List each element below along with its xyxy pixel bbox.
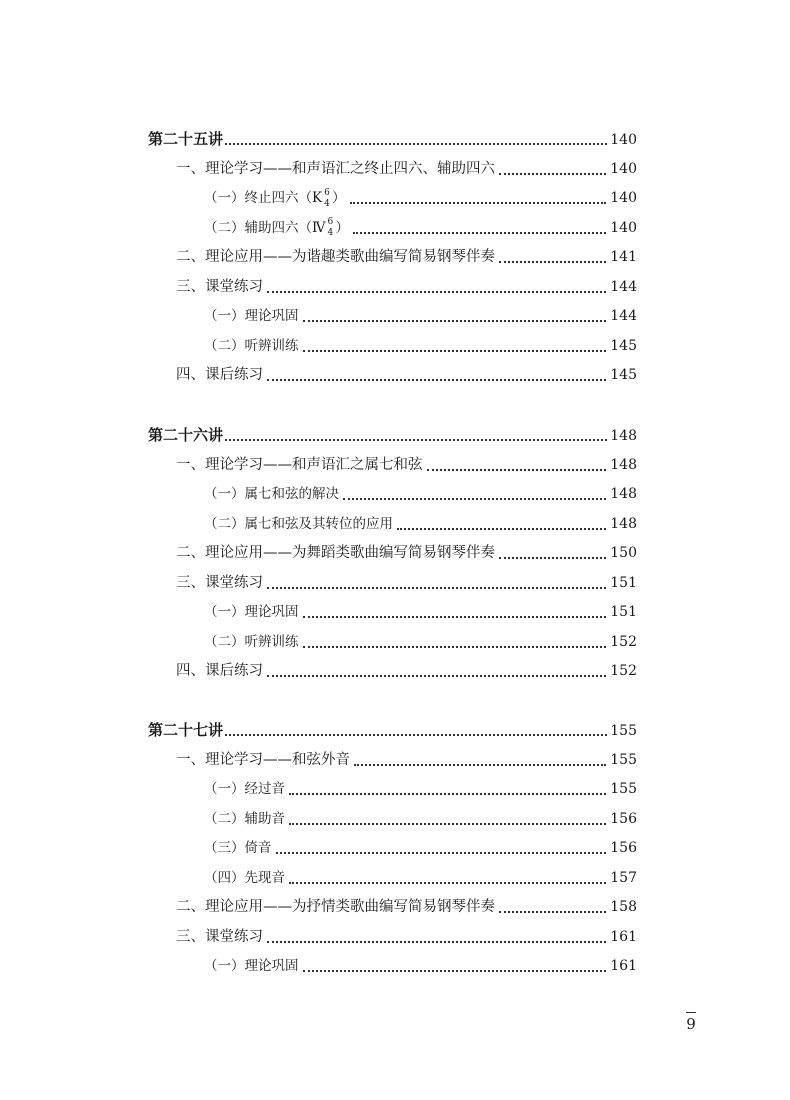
toc-subsection-row-title (204, 955, 299, 977)
toc-subsection-row[interactable] (204, 305, 637, 327)
toc-subsection-row-page: 148 (610, 486, 637, 502)
dot-leader (267, 291, 606, 293)
dot-leader (225, 734, 607, 736)
toc-section-row-title: 一、理论学习——和声语汇之终止四六、辅助四六 (176, 160, 495, 177)
dot-leader (225, 439, 607, 441)
toc-subsection-row-label-end: ） (335, 219, 349, 236)
dot-leader (343, 498, 606, 500)
toc-section-row-title: 二、理论应用——为谐趣类歌曲编写简易钢琴伴奏 (176, 249, 495, 265)
toc-section-row-page: 151 (610, 574, 637, 591)
dot-leader (353, 232, 606, 234)
toc-subsection-row-label: （二）听辨训练 (204, 337, 299, 354)
toc-subsection-row-page: 148 (610, 515, 637, 532)
toc-section-row[interactable] (176, 896, 637, 918)
toc-subsection-row-title (204, 631, 299, 653)
toc-section-row-title: 二、理论应用——为舞蹈类歌曲编写简易钢琴伴奏 (176, 545, 495, 561)
page-number (684, 1012, 698, 1033)
toc-subsection-row-label: （二）属七和弦及其转位的应用 (204, 515, 393, 532)
toc-subsection-row-label: （二）辅助音 (204, 810, 285, 827)
dot-leader (427, 469, 607, 471)
toc-subsection-row[interactable] (204, 483, 637, 505)
toc-subsection-row-page: 140 (610, 219, 637, 236)
chord-figure-lower: 4 (327, 228, 334, 238)
toc-lecture-row[interactable] (148, 719, 637, 741)
dot-leader (289, 793, 606, 795)
toc-subsection-row-page: 156 (610, 840, 637, 856)
toc-subsection-row-label: （一）理论巩固 (204, 958, 299, 974)
toc-subsection-row-label: （二）辅助四六（Ⅳ (204, 219, 326, 236)
toc-subsection-row-label: （一）理论巩固 (204, 604, 299, 620)
dot-leader (397, 528, 606, 530)
toc-subsection-row-label: （一）经过音 (204, 781, 285, 797)
toc-section-row-page: 145 (610, 367, 637, 383)
toc-subsection-row[interactable] (204, 837, 637, 859)
toc-subsection-row[interactable] (204, 513, 637, 535)
toc-section-row-page: 148 (610, 456, 637, 473)
toc-subsection-row-title (204, 335, 299, 357)
toc-subsection-row-title (204, 483, 339, 505)
dot-leader (303, 320, 607, 322)
dot-leader (267, 587, 606, 589)
toc-subsection-row[interactable] (204, 808, 637, 830)
chord-figure-lower: 4 (324, 198, 330, 209)
toc-subsection-row-label: （一）属七和弦的解决 (204, 486, 339, 502)
chord-figure-upper: 6 (324, 187, 330, 198)
chord-figure (323, 189, 331, 209)
dot-leader (289, 882, 606, 884)
toc-lecture-row-title: 第二十七讲 (148, 721, 224, 739)
dot-leader (499, 557, 606, 559)
toc-subsection-row-title (204, 217, 349, 239)
dot-leader (267, 379, 606, 381)
toc-subsection-row-page: 151 (610, 604, 637, 620)
toc-lecture-row-page: 140 (610, 132, 637, 148)
toc-subsection-row-label: （四）先现音 (204, 869, 285, 886)
dot-leader (225, 143, 607, 145)
dot-leader (276, 852, 607, 854)
dot-leader (499, 911, 606, 913)
toc-subsection-row-page: 161 (610, 958, 637, 974)
page-number-text: 9 (686, 1015, 696, 1033)
toc-section-row-title: 三、课堂练习 (176, 278, 263, 295)
toc-section-row-title: 三、课堂练习 (176, 574, 263, 591)
dot-leader (303, 646, 607, 648)
toc-section-row[interactable] (176, 542, 637, 564)
toc-subsection-row-label: （二）听辨训练 (204, 633, 299, 650)
toc-subsection-row[interactable] (204, 867, 637, 889)
toc-subsection-row[interactable] (204, 187, 637, 209)
toc-subsection-row-title (204, 513, 393, 535)
toc-subsection-row-page: 155 (610, 781, 637, 797)
toc-subsection-row[interactable] (204, 335, 637, 357)
toc-subsection-row-label: （一）理论巩固 (204, 308, 299, 324)
toc-section-row[interactable] (176, 454, 637, 476)
toc-subsection-row-page: 157 (610, 869, 637, 886)
toc-subsection-row-title (204, 808, 285, 830)
toc-section-row-page: 152 (610, 663, 637, 679)
toc-lecture-row-page: 148 (610, 428, 637, 444)
toc-subsection-row[interactable] (204, 778, 637, 800)
toc-section-row[interactable] (176, 158, 637, 180)
toc-subsection-row[interactable] (204, 217, 637, 239)
dot-leader (267, 675, 606, 677)
toc-section-row-title: 一、理论学习——和声语汇之属七和弦 (176, 456, 423, 473)
toc-subsection-row-label: （一）终止四六（K (204, 190, 323, 206)
dot-leader (303, 616, 607, 618)
toc-section-row[interactable] (176, 246, 637, 268)
dot-leader (303, 350, 607, 352)
dot-leader (267, 941, 606, 943)
toc-subsection-row-page: 152 (610, 633, 637, 650)
toc-section-row[interactable] (176, 926, 637, 948)
toc-section-row[interactable] (176, 572, 637, 594)
page-number-rule (686, 1012, 696, 1013)
toc-subsection-row-label-end: ） (332, 190, 346, 206)
dot-leader (499, 261, 606, 263)
toc-section-row-title: 一、理论学习——和弦外音 (176, 751, 350, 768)
toc-section-row-page: 150 (610, 545, 637, 561)
toc-section-row-page: 158 (610, 899, 637, 915)
toc-section-row-title: 三、课堂练习 (176, 928, 263, 945)
toc-section-row-page: 140 (610, 160, 637, 177)
toc-subsection-row[interactable] (204, 601, 637, 623)
toc-section-row[interactable] (176, 660, 637, 682)
dot-leader (289, 823, 606, 825)
toc-subsection-row-title (204, 601, 299, 623)
toc-subsection-row-label: （三）倚音 (204, 840, 272, 856)
toc-section-row-page: 161 (610, 928, 637, 945)
toc-section-row-title: 二、理论应用——为抒情类歌曲编写简易钢琴伴奏 (176, 899, 495, 915)
toc-subsection-row-title (204, 867, 285, 889)
dot-leader (499, 173, 606, 175)
toc-section-row[interactable] (176, 276, 637, 298)
toc-subsection-row-page: 145 (610, 337, 637, 354)
toc-subsection-row[interactable] (204, 955, 637, 977)
toc-section-row-title: 四、课后练习 (176, 663, 263, 679)
toc-subsection-row-title (204, 305, 299, 327)
toc-subsection-row-title (204, 187, 346, 209)
toc-subsection-row-title (204, 778, 285, 800)
toc-section-row-page: 141 (610, 249, 637, 265)
chord-figure-upper: 6 (327, 217, 334, 227)
toc-section-row[interactable] (176, 364, 637, 386)
toc-lecture-row-page: 155 (610, 723, 637, 739)
dot-leader (354, 764, 606, 766)
toc-lecture-row[interactable] (148, 128, 637, 150)
toc-subsection-row-title (204, 837, 272, 859)
toc-subsection-row-page: 140 (610, 190, 637, 206)
toc-lecture-row[interactable] (148, 424, 637, 446)
dot-leader (350, 202, 607, 204)
toc-subsection-row-page: 144 (610, 308, 637, 324)
toc-section-row[interactable] (176, 749, 637, 771)
toc-lecture-row-title: 第二十五讲 (148, 130, 224, 148)
toc-subsection-row-page: 156 (610, 810, 637, 827)
toc-subsection-row[interactable] (204, 631, 637, 653)
toc-section-row-title: 四、课后练习 (176, 367, 263, 383)
toc-section-row-page: 155 (610, 751, 637, 768)
dot-leader (303, 970, 607, 972)
toc-section-row-page: 144 (610, 278, 637, 295)
toc-lecture-row-title: 第二十六讲 (148, 426, 224, 444)
chord-figure (327, 218, 335, 238)
